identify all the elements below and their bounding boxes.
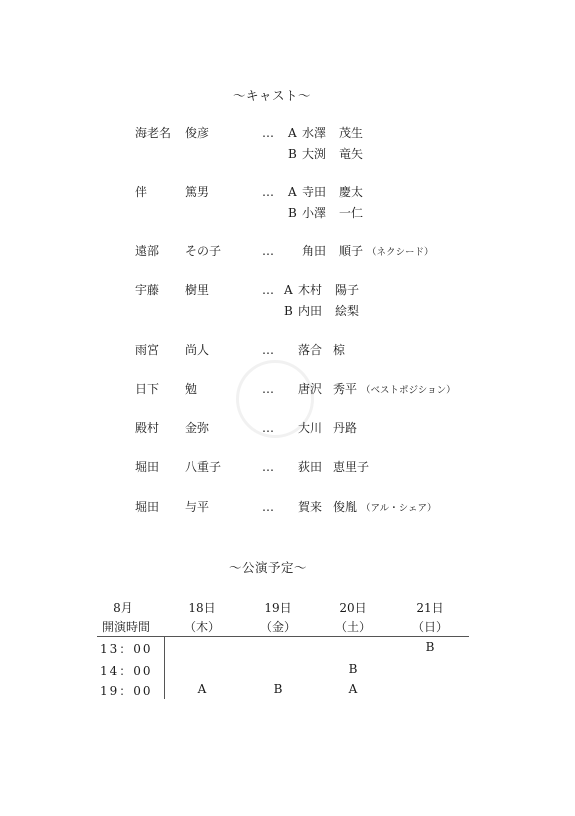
actor-surname: 小澤 [302, 206, 327, 220]
actor-surname: 寺田 [302, 185, 327, 199]
role-given-name: 八重子 [185, 460, 222, 474]
time-slot: 19：00 [100, 684, 153, 698]
role-surname: 雨宮 [135, 343, 160, 357]
alternate-label: A [288, 185, 297, 199]
actor-surname: 水澤 [302, 126, 327, 140]
leader-dots: … [262, 460, 273, 474]
role-given-name: 勉 [185, 382, 198, 396]
month-label: 8月 [113, 601, 133, 615]
performance-cell: B [273, 682, 283, 696]
header-divider [97, 636, 469, 637]
actor-surname: 唐沢 [298, 382, 323, 396]
actor-given-name: 陽子 [335, 283, 360, 297]
time-slot: 14：00 [100, 664, 153, 678]
actor-given-name: 恵里子 [333, 460, 370, 474]
leader-dots: … [262, 421, 273, 435]
role-given-name: 俊彦 [185, 126, 210, 140]
role-given-name: 樹里 [185, 283, 210, 297]
actor-given-name: 絵梨 [335, 304, 360, 318]
actor-given-and-affiliation [333, 379, 456, 401]
time-column-divider [164, 637, 165, 699]
actor-given-name: 俊胤 [333, 500, 358, 514]
alternate-label: B [288, 206, 297, 220]
leader-dots: … [262, 283, 273, 297]
actor-surname: 荻田 [298, 460, 323, 474]
role-given-name: 金弥 [185, 421, 210, 435]
alternate-label: B [284, 304, 293, 318]
leader-dots: … [262, 126, 273, 140]
day-weekday: （土） [334, 620, 371, 634]
actor-given-name: 順子 [339, 244, 364, 258]
role-given-name: 与平 [185, 500, 210, 514]
actor-given-and-affiliation [339, 241, 434, 263]
time-slot: 13：00 [100, 642, 153, 656]
role-given-name: 尚人 [185, 343, 210, 357]
time-column-label: 開演時間 [101, 620, 150, 634]
actor-surname: 賀来 [298, 500, 323, 514]
actor-surname: 内田 [298, 304, 323, 318]
actor-given-name: 秀平 [333, 382, 358, 396]
actor-affiliation: （ベストポジション） [361, 385, 456, 396]
actor-surname: 落合 [298, 343, 323, 357]
day-date: 20日 [339, 601, 367, 615]
cast-heading: 〜キャスト〜 [233, 88, 312, 103]
role-surname: 日下 [135, 382, 160, 396]
alternate-label: B [288, 147, 297, 161]
performance-cell: B [425, 640, 435, 654]
role-surname: 遠部 [135, 244, 160, 258]
day-weekday: （木） [183, 620, 220, 634]
alternate-label: A [288, 126, 297, 140]
performance-cell: A [197, 682, 207, 696]
actor-surname: 木村 [298, 283, 323, 297]
actor-affiliation: （ネクシード） [367, 247, 434, 258]
actor-surname: 大川 [298, 421, 323, 435]
leader-dots: … [262, 382, 273, 396]
actor-given-name: 丹路 [333, 421, 358, 435]
actor-given-name: 茂生 [339, 126, 364, 140]
actor-affiliation: （アル・シェア） [361, 503, 437, 514]
leader-dots: … [262, 244, 273, 258]
day-weekday: （日） [411, 620, 448, 634]
day-date: 19日 [264, 601, 292, 615]
leader-dots: … [262, 185, 273, 199]
schedule-heading: 〜公演予定〜 [229, 560, 308, 575]
actor-given-name: 一仁 [339, 206, 364, 220]
role-surname: 伴 [135, 185, 148, 199]
actor-given-and-affiliation [333, 497, 436, 519]
day-date: 18日 [188, 601, 216, 615]
actor-given-name: 慶太 [339, 185, 364, 199]
day-weekday: （金） [259, 620, 296, 634]
leader-dots: … [262, 343, 273, 357]
day-date: 21日 [416, 601, 444, 615]
role-given-name: その子 [185, 244, 222, 258]
role-surname: 堀田 [135, 500, 160, 514]
role-surname: 海老名 [135, 126, 172, 140]
leader-dots: … [262, 500, 273, 514]
role-surname: 堀田 [135, 460, 160, 474]
actor-surname: 大渕 [302, 147, 327, 161]
role-given-name: 篤男 [185, 185, 210, 199]
actor-given-name: 竜矢 [339, 147, 364, 161]
role-surname: 宇藤 [135, 283, 160, 297]
performance-cell: B [348, 662, 358, 676]
alternate-label: A [284, 283, 293, 297]
actor-given-name: 椋 [333, 343, 346, 357]
actor-surname: 角田 [302, 244, 327, 258]
performance-cell: A [348, 682, 358, 696]
role-surname: 殿村 [135, 421, 160, 435]
